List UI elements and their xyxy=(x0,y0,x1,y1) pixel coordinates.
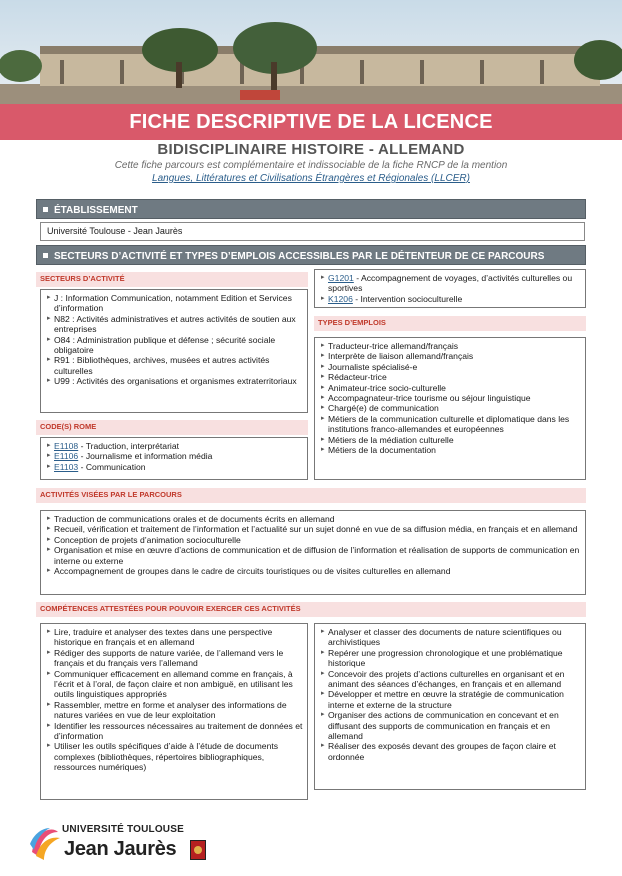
secteur-item: ▸ J : Information Communication, notamment Edition et Services d’information xyxy=(47,293,303,314)
document-title: FICHE DESCRIPTIVE DE LA LICENCE xyxy=(129,111,493,133)
activite-item: ▸ Accompagnement de groupes dans le cadre de circuits touristiques ou de visites culturelles en allemand xyxy=(47,566,581,576)
competence-item: ▸ Réaliser des exposés devant des groupes de façon claire et ordonnée xyxy=(321,741,581,762)
rome-code-item xyxy=(47,462,303,472)
activite-item: ▸ Organisation et mise en œuvre d’actions de communication et de diffusion de l’information et réalisation de supports de communication en interne ou externe xyxy=(47,545,581,566)
competence-item: ▸ Rassembler, mettre en forme et analyser des informations de natures variées en vue de leur exploitation xyxy=(47,700,303,721)
rome-code-label: - Journalisme et information média xyxy=(78,451,213,462)
codes-rome-list xyxy=(47,441,303,472)
rome-code-item xyxy=(47,451,303,461)
competences-left-box xyxy=(40,623,308,800)
secteurs-box xyxy=(40,289,308,413)
emploi-item: ▸ Métiers de la documentation xyxy=(321,445,581,455)
emploi-item: ▸ Accompagnateur-trice tourisme ou séjour linguistique xyxy=(321,393,581,403)
types-emplois-box xyxy=(314,337,586,480)
rome-code-link[interactable]: K1206 xyxy=(328,293,353,304)
secteurs-list xyxy=(47,293,303,387)
ut2j-swirl-icon xyxy=(28,822,62,862)
emploi-item: ▸ Journaliste spécialisé-e xyxy=(321,362,581,372)
emploi-item: ▸ Interprète de liaison allemand/français xyxy=(321,351,581,361)
competences-right-list xyxy=(321,627,581,762)
rome-code-link[interactable]: E1106 xyxy=(54,451,79,462)
rome-code-label: - Intervention socioculturelle xyxy=(352,293,463,304)
document-subtitle: BIDISCIPLINAIRE HISTOIRE - ALLEMAND xyxy=(157,141,465,158)
secteurs-bar xyxy=(36,245,586,265)
competence-item: ▸ Analyser et classer des documents de nature scientifiques ou archivistiques xyxy=(321,627,581,648)
competence-item: ▸ Développer et mettre en œuvre la stratégie de communication interne et externe de la structure xyxy=(321,689,581,710)
activites-heading: ACTIVITÉS VISÉES PAR LE PARCOURS xyxy=(36,488,586,503)
emploi-item: ▸ Chargé(e) de communication xyxy=(321,403,581,413)
logo-line1: UNIVERSITÉ TOULOUSE xyxy=(62,824,184,835)
campus-photo xyxy=(0,0,622,104)
activites-list xyxy=(47,514,581,576)
secteur-item: ▸ O84 : Administration publique et défense ; sécurité sociale obligatoire xyxy=(47,335,303,356)
etablissement-heading: ÉTABLISSEMENT xyxy=(54,205,138,216)
emploi-item: ▸ Animateur-trice socio-culturelle xyxy=(321,383,581,393)
competence-item: ▸ Repérer une progression chronologique et une problématique historique xyxy=(321,648,581,669)
activites-box xyxy=(40,510,586,595)
secteur-item: ▸ R91 : Bibliothèques, archives, musées et autres activités culturelles xyxy=(47,355,303,376)
emploi-item: ▸ Rédacteur-trice xyxy=(321,372,581,382)
etablissement-bar xyxy=(36,199,586,219)
competence-item: ▸ Concevoir des projets d’actions culturelles en organisant et en animant des séances d’échanges, en français et en allemand xyxy=(321,669,581,690)
competence-item: ▸ Lire, traduire et analyser des textes dans une perspective historique en français et en allemand xyxy=(47,627,303,648)
secteur-item: ▸ U99 : Activités des organisations et organismes extraterritoriaux xyxy=(47,376,303,386)
emploi-item: ▸ Métiers de la médiation culturelle xyxy=(321,435,581,445)
rome-code-label: - Accompagnement de voyages, d’activités culturelles ou sportives xyxy=(328,273,573,294)
rome-code-item xyxy=(321,273,581,294)
llcer-link[interactable]: Langues, Littératures et Civilisations Étrangères et Régionales (LLCER) xyxy=(152,173,470,184)
emploi-item: ▸ Métiers de la communication culturelle et diplomatique dans les institutions franco-allemandes et européennes xyxy=(321,414,581,435)
etablissement-value: Université Toulouse - Jean Jaurès xyxy=(40,222,585,241)
codes-rome-heading: CODE(S) ROME xyxy=(36,420,308,435)
rome-code-link[interactable]: E1103 xyxy=(54,461,79,472)
rome-code-item xyxy=(47,441,303,451)
university-logo xyxy=(28,820,228,866)
activite-item: ▸ Traduction de communications orales et de documents écrits en allemand xyxy=(47,514,581,524)
competence-item: ▸ Identifier les ressources nécessaires au traitement de données et d’information xyxy=(47,721,303,742)
competences-left-list xyxy=(47,627,303,773)
competence-item: ▸ Communiquer efficacement en allemand comme en français, à l’écrit et à l’oral, de façon claire et non ambiguë, en utilisant les outils linguistiques appropriés xyxy=(47,669,303,700)
rome-code-link[interactable]: G1201 xyxy=(328,273,354,283)
secteurs-bar-heading: SECTEURS D’ACTIVITÉ ET TYPES D’EMPLOIS ACCESSIBLES PAR LE DÉTENTEUR DE CE PARCOURS xyxy=(54,251,545,262)
competences-heading: COMPÉTENCES ATTESTÉES POUR POUVOIR EXERCER CES ACTIVITÉS xyxy=(36,602,586,617)
secteur-item: ▸ N82 : Activités administratives et autres activités de soutien aux entreprises xyxy=(47,314,303,335)
rncp-note: Cette fiche parcours est complémentaire et indissociable de la fiche RNCP de la mention xyxy=(114,160,508,171)
activite-item: ▸ Recueil, vérification et traitement de l’information et l’actualité sur un sujet donné en vue de sa diffusion média, en français et en allemand xyxy=(47,524,581,534)
city-emblem-icon xyxy=(190,840,206,860)
competence-item: ▸ Rédiger des supports de nature variée, de l’allemand vers le français et du français vers l’allemand xyxy=(47,648,303,669)
title-band xyxy=(0,104,622,140)
codes-rome-box xyxy=(40,437,308,480)
competence-item: ▸ Utiliser les outils spécifiques d’aide à l’étude de documents complexes (bibliothèques, répertoires bibliographiques, ressources numériques) xyxy=(47,741,303,772)
secteurs-heading: SECTEURS D’ACTIVITÉ xyxy=(36,272,308,287)
activite-item: ▸ Conception de projets d’animation socioculturelle xyxy=(47,535,581,545)
logo-line2: Jean Jaurès xyxy=(64,838,177,860)
emploi-item: ▸ Traducteur-trice allemand/français xyxy=(321,341,581,351)
types-emplois-heading: TYPES D’EMPLOIS xyxy=(314,316,586,331)
codes-rome-right-box xyxy=(314,269,586,308)
competence-item: ▸ Organiser des actions de communication en concevant et en diffusant des supports de communication en français et en allemand xyxy=(321,710,581,741)
rome-code-label: - Traduction, interprétariat xyxy=(78,441,180,451)
codes-rome-right-list xyxy=(321,273,581,304)
types-emplois-list xyxy=(321,341,581,455)
competences-right-box xyxy=(314,623,586,790)
rome-code-link[interactable]: E1108 xyxy=(54,441,79,451)
rome-code-item xyxy=(321,294,581,304)
rome-code-label: - Communication xyxy=(78,461,146,472)
